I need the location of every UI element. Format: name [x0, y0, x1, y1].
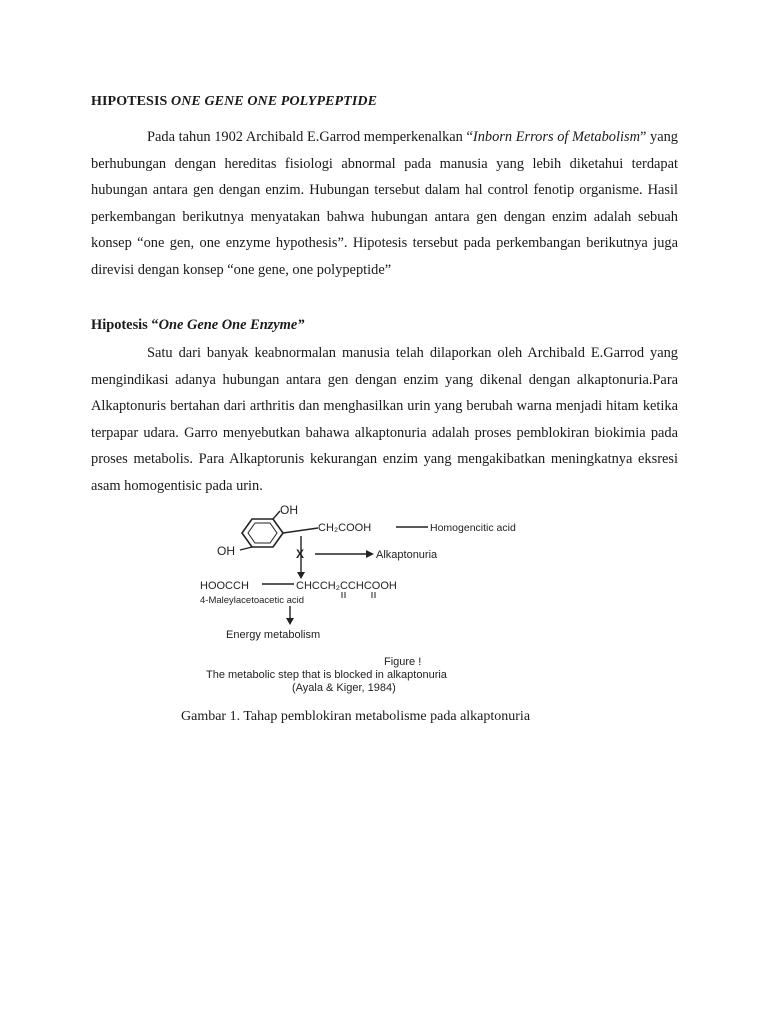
- intro-text-a: Pada tahun 1902 Archibald E.Garrod memperkenalkan “: [147, 129, 473, 145]
- figure-caption: Gambar 1. Tahap pemblokiran metabolisme pada alkaptonuria: [181, 709, 531, 724]
- section-heading: [91, 317, 304, 334]
- figure-source: (Ayala & Kiger, 1984): [292, 682, 396, 694]
- bond-oh-left: [240, 547, 252, 550]
- figure-number-label: Figure !: [384, 656, 422, 668]
- oh-top-label: OH: [280, 503, 298, 517]
- bond-oh-top: [273, 511, 280, 519]
- intro-text-b: ” yang berhubungan dengan hereditas fisiologi abnormal pada manusia yang lebih diketahui terdapat hubungan antara gen dengan enzim. Hubungan tersebut dalam hal control fenotip organisme. Hasil perkembangan berikutnya menyatakan bahwa hubungan antara gen dengan enzim adalah sebuah konsep “one gen, one enzyme hypothesis”. Hipotesis tersebut pada perkembangan berikutnya juga direvisi dengan konsep “one gene, one polypeptide”: [91, 129, 678, 278]
- metabolic-pathway-figure: [200, 500, 570, 696]
- title-italic: ONE GENE ONE POLYPEPTIDE: [170, 94, 378, 109]
- maleyl-label: 4-Maleylacetoacetic acid: [200, 595, 305, 606]
- figure-inner-caption: The metabolic step that is blocked in alkaptonuria: [206, 669, 447, 681]
- homogentisic-label: Homogencitic acid: [430, 522, 516, 534]
- title-prefix: HIPOTESIS: [91, 94, 171, 109]
- intro-italic-term: Inborn Errors of Metabolism: [472, 129, 640, 145]
- hooc-label: HOOCCH: [200, 580, 249, 592]
- ch2cooh-label: CH₂COOH: [318, 522, 372, 534]
- page-title: [91, 94, 377, 110]
- intro-paragraph: [91, 124, 678, 283]
- arrowhead-alkaptonuria: [366, 550, 374, 558]
- alkaptonuria-label: Alkaptonuria: [376, 549, 438, 561]
- down-arrowhead-main: [297, 572, 305, 579]
- energy-label: Energy metabolism: [226, 629, 321, 641]
- chain-label: CHCCH₂CCHCOOH: [296, 580, 397, 592]
- heading-italic: One Gene One Enzyme”: [158, 317, 305, 333]
- oh-left-label: OH: [217, 544, 235, 558]
- benzene-inner-ring: [248, 523, 277, 543]
- block-mark: X: [296, 547, 305, 561]
- pathway-diagram: [200, 500, 570, 696]
- heading-prefix: Hipotesis “: [91, 317, 159, 333]
- body-paragraph: Satu dari banyak keabnormalan manusia telah dilaporkan oleh Archibald E.Garrod yang mengindikasi adanya hubungan antara gen dengan enzim yang dikenal dengan alkaptonuria.Para Alkaptonuris bertahan dari arthritis dan menghasilkan urin yang berubah warna menjadi hitam ketika terpapar udara. Garro menyebutkan bahawa alkaptonuria adalah proses pemblokiran biokimia pada proses metabolis. Para Alkaptorunis kekurangan enzim yang mengakibatkan meningkatnya eksresi asam homogentisic pada urin.: [91, 345, 678, 494]
- down-arrowhead-energy: [286, 618, 294, 625]
- bond-side-chain: [283, 528, 318, 533]
